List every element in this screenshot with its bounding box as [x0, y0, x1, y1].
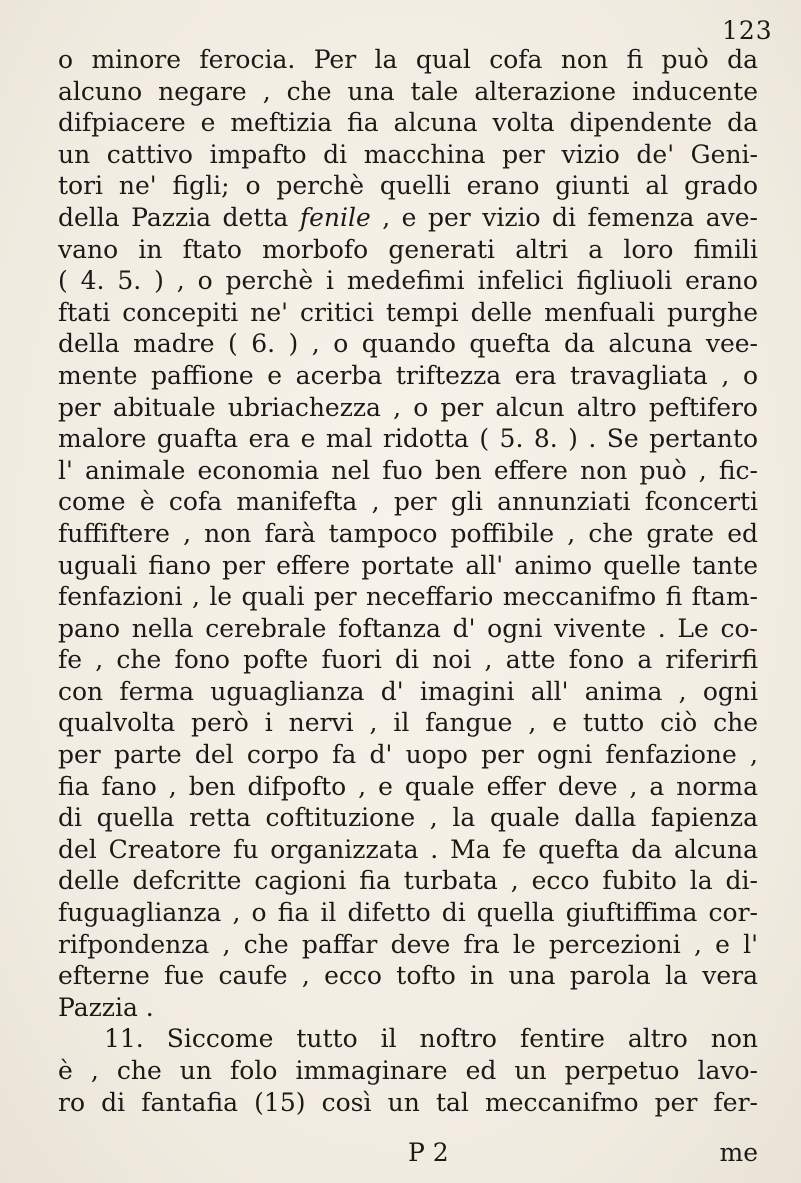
- text-line: della madre ( 6. ) , o quando quefta da alcuna vee-: [58, 329, 758, 359]
- text-line: per parte del corpo fa d' uopo per ogni fenfazione ,: [58, 740, 758, 770]
- paragraph-start-line: 11. Siccome tutto il noftro fentire altro non: [104, 1024, 758, 1054]
- text-line: Pazzia .: [58, 992, 154, 1022]
- text-line: o minore ferocia. Per la qual cofa non fi può da: [58, 45, 758, 74]
- text-line: vano in ftato morbofo generati altri a loro fimili: [58, 234, 758, 264]
- text-line: fe , che fono pofte fuori di noi , atte fono a riferirfi: [58, 645, 758, 675]
- page-number: 123: [722, 16, 773, 45]
- text-line: qualvolta però i nervi , il fangue , e tutto ciò che: [58, 708, 758, 738]
- text-line: per abituale ubriachezza , o per alcun altro peftifero: [58, 392, 758, 422]
- text-line: fia fano , ben difpofto , e quale effer deve , a norma: [58, 771, 758, 801]
- text-line: rifpondenza , che paffar deve fra le percezioni , e l': [58, 929, 758, 959]
- text-line: del Creatore fu organizzata . Ma fe quefta da alcuna: [58, 834, 758, 864]
- text-line: fenfazioni , le quali per neceffario meccanifmo fi ftam-: [58, 582, 758, 612]
- text-line: di quella retta coftituzione , la quale dalla fapienza: [58, 803, 758, 833]
- text-line: ( 4. 5. ) , o perchè i medefimi infelici figliuoli erano: [58, 266, 758, 296]
- text-line: ftati concepiti ne' critici tempi delle menfuali purghe: [58, 297, 758, 327]
- text-line: con ferma uguaglianza d' imagini all' anima , ogni: [58, 676, 758, 706]
- page-footer: [58, 1138, 758, 1170]
- text-line: l' animale economia nel fuo ben effere non può , fic-: [58, 455, 758, 485]
- text-line: ro di fantafia (15) così un tal meccanifmo per fer-: [58, 1087, 758, 1117]
- text-line: mente paffione e acerba triftezza era travagliata , o: [58, 360, 758, 390]
- text-line: delle defcritte cagioni fia turbata , ecco fubito la di-: [58, 866, 758, 896]
- text-line: tori ne' figli; o perchè quelli erano giunti al grado: [58, 171, 758, 201]
- text-line: efterne fue caufe , ecco tofto in una parola la vera: [58, 961, 758, 991]
- catchword: me: [719, 1138, 758, 1167]
- text-line: malore guafta era e mal ridotta ( 5. 8. ) . Se pertanto: [58, 424, 758, 454]
- text-line: un cattivo impafto di macchina per vizio de' Geni-: [58, 139, 758, 169]
- text-line: come è cofa manifefta , per gli annunziati fconcerti: [58, 487, 758, 517]
- text-line: pano nella cerebrale foftanza d' ogni vivente . Le co-: [58, 613, 758, 643]
- body-text: [58, 44, 758, 1118]
- text-line: è , che un folo immaginare ed un perpetuo lavo-: [58, 1056, 758, 1085]
- text-line: fuguaglianza , o fia il difetto di quella giuftiffima cor-: [58, 898, 758, 928]
- text-line: difpiacere e meftizia fia alcuna volta dipendente da: [58, 108, 758, 138]
- signature-mark: P 2: [408, 1138, 449, 1167]
- text-line: fuffiftere , non farà tampoco poffibile , che grate ed: [58, 518, 758, 548]
- text-line: alcuno negare , che una tale alterazione inducente: [58, 76, 758, 106]
- text-line: uguali fiano per effere portate all' animo quelle tante: [58, 550, 758, 580]
- text-line: della Pazzia detta fenile , e per vizio di femenza ave-: [58, 202, 758, 232]
